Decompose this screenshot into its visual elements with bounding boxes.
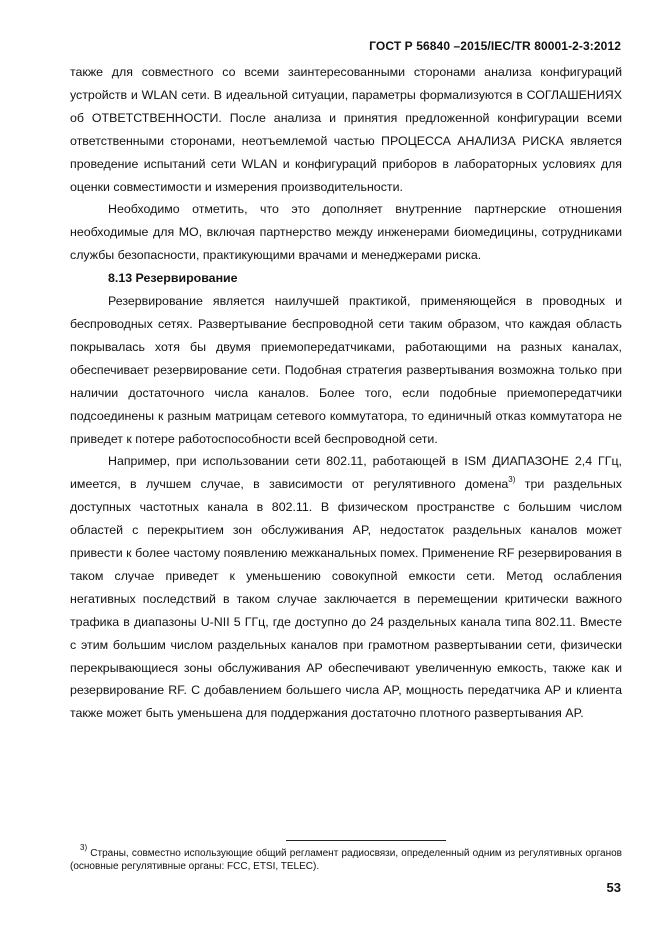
- paragraph-example: [70, 450, 622, 725]
- page-number: 53: [606, 880, 621, 895]
- document-header: ГОСТ Р 56840 –2015/IEC/TR 80001-2-3:2012: [369, 39, 621, 53]
- footnote: [70, 843, 622, 873]
- footnote-separator: [286, 840, 446, 841]
- section-heading: 8.13 Резервирование: [108, 271, 238, 286]
- paragraph-example-text-start: Например, при использовании сети 802.11, работающей в ISM ДИАПАЗОНЕ 2,4 ГГц, имеется, в лучшем случае, в зависимости от регулятивного домена: [70, 454, 622, 492]
- paragraph-partnership: Необходимо отметить, что это дополняет внутренние партнерские отношения необходимые для МО, включая партнерство между инженерами биомедицины, сотрудниками службы безопасности, практикующими врачами и менеджерами риска.: [70, 202, 622, 263]
- paragraph-example-text-end: три раздельных доступных частотных канала в 802.11. В физическом пространстве с большим числом областей с перекрытием зон обслуживания AP, недостаток раздельных каналов может привести к более частому появлению межканальных помех. Применение RF резервирования в таком случае приведет к уменьшению совокупной емкости сети. Метод ослабления негативных последствий в таком случае заключается в перемещении критически важного трафика в диапазоны U-NII 5 ГГц, где доступно до 24 раздельных канала типа 802.11. Вместе с этим большим числом раздельных каналов при грамотном развертывании сети, физически перекрывающиеся зоны обслуживания AP обеспечивают увеличенную емкость, также как и резервирование RF. С добавлением большего числа AP, мощность передатчика AP и клиента также может быть уменьшена для поддержания достаточно плотного развертывания AP.: [70, 477, 622, 721]
- footnote-text: Страны, совместно использующие общий регламент радиосвязи, определенный одним из регулятивных органов (основные регулятивные органы: FCC, ETSI, TELEC).: [70, 848, 622, 872]
- footnote-reference: 3): [508, 475, 516, 485]
- page-body: [70, 61, 622, 725]
- paragraph-redundancy: Резервирование является наилучшей практикой, применяющейся в проводных и беспроводных сетях. Развертывание беспроводной сети таким образом, что каждая область покрывалась хотя бы двумя приемопередатчиками, работающими на разных каналах, обеспечивает резервирование сети. Подобная стратегия развертывания возможна только при наличии достаточного числа каналов. Более того, если подобные приемопередатчики подсоединены к разным матрицам сетевого коммутатора, то единичный отказ коммутатора не приведет к потере работоспособности всей беспроводной сети.: [70, 294, 622, 446]
- paragraph-continuation: также для совместного со всеми заинтересованными сторонами анализа конфигураций устройств и WLAN сети. В идеальной ситуации, параметры формализуются в СОГЛАШЕНИЯХ об ОТВЕТСТВЕННОСТИ. После анализа и принятия предложенной конфигурации всеми ответственными сторонами, неотъемлемой частью ПРОЦЕССА АНАЛИЗА РИСКА является проведение испытаний сети WLAN и конфигураций приборов в лабораторных условиях для оценки совместимости и измерения производительности.: [70, 65, 622, 194]
- footnote-marker: 3): [80, 843, 88, 852]
